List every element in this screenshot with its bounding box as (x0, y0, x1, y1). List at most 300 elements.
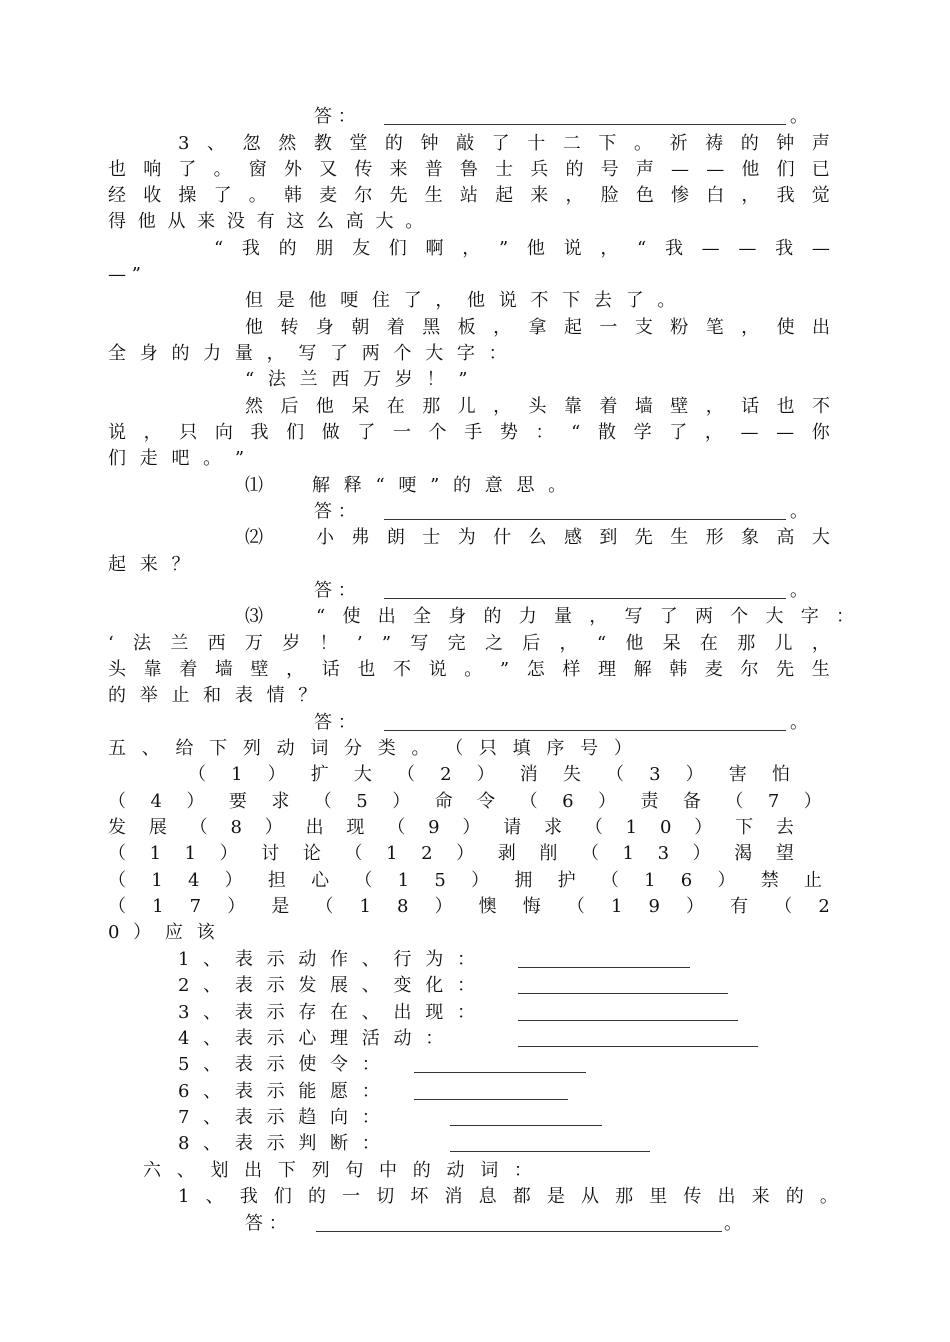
glyph: 忽 (242, 133, 261, 154)
glyph: 朝 (351, 317, 370, 338)
glyph: — (671, 159, 689, 180)
glyph: 。 (464, 659, 483, 680)
answer-label: 答 ： (314, 712, 356, 733)
glyph: ） (686, 896, 705, 917)
glyph: 渴 (734, 843, 753, 864)
glyph: 写 (624, 606, 643, 627)
glyph: 法 (133, 633, 152, 654)
glyph: 字 (800, 606, 819, 627)
glyph: 散 (597, 422, 616, 443)
glyph: 生 (424, 185, 443, 206)
glyph: ， (705, 396, 724, 417)
glyph: ） (471, 870, 490, 891)
glyph: ） (392, 791, 411, 812)
glyph: 他 (315, 396, 334, 417)
glyph: 一 (342, 1186, 361, 1207)
glyph: 大 (353, 764, 372, 785)
glyph: 兵 (530, 159, 549, 180)
glyph: 祈 (669, 133, 688, 154)
glyph: 色 (635, 185, 654, 206)
glyph: 麦 (319, 185, 338, 206)
answer-blank[interactable] (316, 1231, 722, 1232)
glyph: （ (189, 817, 208, 838)
glyph: 着 (179, 659, 198, 680)
glyph: （ (774, 896, 793, 917)
glyph: 十 (527, 133, 546, 154)
glyph: 起 (495, 185, 514, 206)
glyph: （ (397, 764, 415, 785)
glyph: 他 (245, 317, 263, 338)
glyph: ） (219, 843, 238, 864)
glyph: 的 (384, 133, 403, 154)
glyph: 壁 (670, 396, 689, 417)
glyph: 西 (207, 633, 226, 654)
glyph: 传 (683, 1186, 702, 1207)
glyph: 求 (271, 791, 290, 812)
question-text: 解 释 “ 哽 ” 的 意 思 。 (312, 475, 571, 496)
glyph: 朋 (315, 238, 334, 259)
passage-line: 全 身 的 力 量 ， 写 了 两 个 大 字 ： (108, 343, 511, 364)
question-text (316, 604, 854, 630)
glyph: “ (637, 238, 647, 259)
glyph: 不 (393, 659, 411, 680)
category-label: 5 、 表 示 使 令 ： (178, 1054, 384, 1075)
glyph: 弗 (351, 527, 370, 548)
glyph: 坏 (410, 1186, 429, 1207)
glyph: 1 (386, 843, 398, 864)
glyph: 都 (512, 1186, 531, 1207)
glyph: 切 (376, 1186, 395, 1207)
glyph: 怕 (771, 764, 790, 785)
glyph: 1 (149, 843, 162, 864)
glyph: 4 (187, 870, 200, 891)
glyph: 为 (457, 527, 476, 548)
glyph: 护 (557, 870, 576, 891)
glyph: 1 (359, 896, 371, 917)
glyph: 传 (354, 159, 373, 180)
glyph: 然 (245, 396, 263, 417)
glyph: 5 (356, 791, 368, 812)
glyph: 1 (610, 896, 623, 917)
glyph: 站 (459, 185, 478, 206)
glyph: （ (580, 843, 599, 864)
glyph: 9 (648, 896, 660, 917)
category-label: 3 、 表 示 存 在 、 出 现 ： (178, 1002, 479, 1023)
passage-line: 们 走 吧 。 ” (108, 448, 249, 469)
glyph: 那 (737, 633, 756, 654)
glyph: 身 (448, 606, 467, 627)
passage-line (108, 420, 830, 446)
glyph: 呆 (351, 396, 370, 417)
glyph: 韩 (669, 659, 688, 680)
glyph: ， (741, 317, 760, 338)
glyph: 之 (484, 633, 503, 654)
glyph: ‘ (108, 633, 114, 654)
glyph: 们 (273, 1186, 292, 1207)
period: 。 (790, 501, 808, 522)
answer-blank[interactable] (384, 598, 786, 599)
glyph: 儿 (774, 633, 793, 654)
glyph: 写 (410, 633, 429, 654)
glyph: 样 (562, 659, 581, 680)
glyph: 说 (563, 238, 582, 259)
question-text (108, 657, 830, 683)
glyph: 1 (184, 843, 197, 864)
glyph: 、 (205, 1186, 224, 1207)
glyph: 感 (563, 527, 582, 548)
glyph: 们 (388, 238, 407, 259)
glyph: 怎 (526, 659, 545, 680)
glyph: 儿 (457, 396, 476, 417)
glyph: 使 (776, 317, 795, 338)
glyph: ） (456, 843, 475, 864)
glyph: 普 (424, 159, 443, 180)
glyph: 先 (634, 527, 653, 548)
glyph: ， (811, 633, 830, 654)
glyph: 0 (659, 817, 672, 838)
passage-line: “ 法 兰 西 万 岁 ！ ” (245, 369, 472, 390)
glyph: 话 (741, 396, 760, 417)
question-text: 起 来 ？ (108, 554, 194, 575)
glyph: 头 (528, 396, 547, 417)
glyph: （ (354, 870, 373, 891)
glyph: 们 (286, 422, 305, 443)
glyph: — (738, 238, 757, 259)
glyph: 岁 (282, 633, 301, 654)
glyph: 我 (664, 238, 683, 259)
glyph: 么 (528, 527, 547, 548)
glyph: 消 (519, 764, 538, 785)
glyph: 里 (649, 1186, 668, 1207)
glyph: ” (499, 659, 510, 680)
glyph: ， (704, 422, 723, 443)
glyph: 削 (539, 843, 558, 864)
glyph: 后 (280, 396, 299, 417)
glyph: 。 (213, 159, 232, 180)
glyph: 靠 (563, 396, 582, 417)
glyph: （ (387, 817, 406, 838)
category-label: 4 、 表 示 心 理 活 动 ： (178, 1028, 448, 1049)
glyph: 象 (741, 527, 760, 548)
glyph: 下 (598, 133, 617, 154)
glyph: 出 (377, 606, 396, 627)
passage-line: — ” (108, 264, 141, 285)
glyph: 、 (207, 133, 226, 154)
passage-line (245, 394, 830, 420)
glyph: 黑 (422, 317, 441, 338)
glyph: ， (493, 317, 512, 338)
glyph: 的 (278, 238, 297, 259)
glyph: 敲 (456, 133, 475, 154)
glyph: 出 (305, 817, 324, 838)
glyph: （ (315, 896, 334, 917)
glyph: ， (462, 238, 481, 259)
glyph: 消 (444, 1186, 463, 1207)
glyph: （ (108, 791, 126, 812)
glyph: 学 (633, 422, 652, 443)
glyph: 话 (321, 659, 340, 680)
glyph: 他 (741, 159, 760, 180)
glyph: 号 (600, 159, 619, 180)
glyph: 韩 (283, 185, 302, 206)
glyph: 的 (785, 1186, 804, 1207)
glyph: 笔 (705, 317, 724, 338)
question-text (108, 631, 830, 657)
glyph: 他 (526, 238, 545, 259)
glyph: 6 (680, 870, 693, 891)
glyph: — (776, 422, 795, 443)
glyph: 来 (530, 185, 549, 206)
glyph: ） (803, 791, 822, 812)
glyph: 墙 (634, 396, 653, 417)
glyph: 1 (231, 764, 243, 785)
glyph: 是 (271, 896, 290, 917)
category-label: 7 、 表 示 趋 向 ： (178, 1107, 384, 1128)
glyph: 朗 (386, 527, 405, 548)
glyph: 身 (315, 317, 334, 338)
glyph: 1 (178, 1186, 190, 1207)
category-label: 1 、 表 示 动 作 、 行 为 ： (178, 949, 479, 970)
glyph: ） (434, 896, 453, 917)
glyph: 形 (705, 527, 724, 548)
category-blank[interactable] (450, 1125, 602, 1126)
glyph: 大 (811, 527, 830, 548)
glyph: 7 (767, 791, 780, 812)
glyph: 6 (562, 791, 574, 812)
glyph: 做 (321, 422, 340, 443)
glyph: 2 (440, 764, 452, 785)
glyph: 又 (319, 159, 338, 180)
glyph: 白 (706, 185, 725, 206)
section-title: 五 、 给 下 列 动 词 分 类 。 （ 只 填 序 号 ） (108, 738, 637, 759)
glyph: 了 (213, 185, 232, 206)
category-blank[interactable] (414, 1099, 568, 1100)
glyph: 来 (751, 1186, 770, 1207)
glyph: 尔 (354, 185, 373, 206)
glyph: 手 (464, 422, 483, 443)
glyph: 二 (562, 133, 581, 154)
glyph: 力 (518, 606, 537, 627)
passage-line (245, 315, 830, 341)
glyph: 先 (389, 185, 408, 206)
answer-blank[interactable] (384, 519, 786, 520)
category-blank[interactable] (518, 967, 690, 968)
glyph: 麦 (704, 659, 723, 680)
glyph: 向 (214, 422, 233, 443)
period: 。 (724, 1213, 742, 1234)
glyph: 完 (447, 633, 466, 654)
glyph: 我 (775, 238, 794, 259)
glyph: 。 (248, 185, 267, 206)
glyph: 然 (278, 133, 297, 154)
glyph: 8 (397, 896, 409, 917)
glyph: 1 (625, 817, 638, 838)
glyph: 尔 (740, 659, 759, 680)
glyph: — (706, 159, 725, 180)
glyph: （ (108, 843, 126, 864)
verb-row (188, 762, 790, 788)
period: 。 (790, 106, 808, 127)
glyph: 失 (562, 764, 581, 785)
glyph: 全 (412, 606, 431, 627)
glyph: 外 (283, 159, 302, 180)
glyph: 量 (553, 606, 572, 627)
glyph: 我 (239, 1186, 258, 1207)
glyph: 7 (189, 896, 202, 917)
glyph: 你 (811, 422, 830, 443)
passage-line (108, 183, 830, 209)
glyph: 声 (811, 133, 830, 154)
glyph: 来 (389, 159, 408, 180)
glyph: 惨 (671, 185, 689, 206)
glyph: 4 (150, 791, 162, 812)
glyph: 呆 (662, 633, 681, 654)
glyph: 支 (634, 317, 653, 338)
glyph: 出 (717, 1186, 736, 1207)
glyph: 兰 (170, 633, 189, 654)
glyph: 了 (659, 606, 678, 627)
glyph: 令 (477, 791, 496, 812)
glyph: ， (741, 185, 760, 206)
glyph: 我 (776, 185, 795, 206)
glyph: 使 (342, 606, 361, 627)
glyph: 现 (346, 817, 365, 838)
question-text: 的 举 止 和 表 情 ？ (108, 685, 321, 706)
glyph: 在 (386, 396, 405, 417)
glyph: 发 (108, 817, 126, 838)
glyph: ！ (319, 633, 338, 654)
answer-blank[interactable] (384, 730, 786, 731)
glyph: 到 (599, 527, 618, 548)
glyph: 5 (434, 870, 446, 891)
verb-row (108, 894, 830, 920)
glyph: 友 (352, 238, 371, 259)
glyph: 觉 (811, 185, 830, 206)
glyph: 起 (563, 317, 582, 338)
glyph: 小 (316, 527, 334, 548)
section-title: 六 、 划 出 下 列 句 中 的 动 词 ： (143, 1160, 537, 1181)
glyph: 生 (811, 659, 830, 680)
glyph: — (811, 238, 830, 259)
glyph: 板 (457, 317, 476, 338)
glyph: 脸 (600, 185, 619, 206)
glyph: 说 (108, 422, 126, 443)
glyph: ， (589, 606, 608, 627)
glyph: 了 (669, 422, 688, 443)
glyph: ） (717, 870, 736, 891)
glyph: 个 (428, 422, 447, 443)
glyph: 1 (397, 870, 410, 891)
glyph: 头 (108, 659, 126, 680)
glyph: 鲁 (459, 159, 478, 180)
glyph: 悔 (522, 896, 541, 917)
glyph: 的 (307, 1186, 326, 1207)
verb-row (108, 841, 794, 867)
glyph: ） (227, 896, 246, 917)
glyph: 求 (544, 817, 563, 838)
glyph: 扩 (310, 764, 329, 785)
answer-blank[interactable] (384, 124, 786, 125)
glyph: 他 (625, 633, 644, 654)
glyph: 也 (776, 396, 795, 417)
glyph: — (701, 238, 720, 259)
glyph: 大 (765, 606, 784, 627)
glyph: 害 (728, 764, 747, 785)
glyph: 2 (818, 896, 830, 917)
glyph: ， (493, 396, 512, 417)
glyph: ， (565, 185, 584, 206)
glyph: 有 (730, 896, 749, 917)
glyph: 也 (108, 159, 126, 180)
glyph: 操 (178, 185, 197, 206)
glyph: ） (476, 764, 495, 785)
period: 。 (790, 712, 808, 733)
glyph: 止 (803, 870, 822, 891)
glyph: 出 (812, 317, 830, 338)
answer-label: 答 ： (314, 580, 356, 601)
glyph: 责 (640, 791, 659, 812)
glyph: 我 (250, 422, 269, 443)
glyph: 。 (633, 133, 652, 154)
glyph: 一 (393, 422, 411, 443)
glyph: 解 (633, 659, 652, 680)
glyph: （ (725, 791, 744, 812)
verb-row (108, 789, 822, 815)
glyph: 万 (244, 633, 263, 654)
category-blank[interactable] (518, 993, 728, 994)
glyph: 拿 (528, 317, 547, 338)
category-label: 6 、 表 示 能 愿 ： (178, 1081, 384, 1102)
glyph: （ (108, 870, 126, 891)
glyph: 们 (776, 159, 795, 180)
glyph: 啊 (425, 238, 444, 259)
glyph: ， (600, 238, 619, 259)
glyph: 高 (776, 527, 795, 548)
category-blank[interactable] (518, 1020, 738, 1021)
glyph: 也 (357, 659, 376, 680)
glyph: 息 (478, 1186, 497, 1207)
glyph: 我 (241, 238, 260, 259)
glyph: 备 (682, 791, 701, 812)
category-blank[interactable] (414, 1072, 586, 1073)
glyph: ） (264, 817, 283, 838)
glyph: 那 (422, 396, 441, 417)
glyph: 从 (580, 1186, 599, 1207)
glyph: 请 (503, 817, 522, 838)
glyph: （ (584, 817, 603, 838)
glyph: 先 (776, 659, 795, 680)
glyph: 担 (267, 870, 286, 891)
glyph: 那 (615, 1186, 634, 1207)
category-blank[interactable] (450, 1151, 650, 1152)
glyph: ） (694, 817, 713, 838)
glyph: 去 (775, 817, 794, 838)
glyph: 3 (657, 843, 670, 864)
category-blank[interactable] (518, 1046, 758, 1047)
glyph: 2 (421, 843, 433, 864)
glyph: 3 (649, 764, 661, 785)
glyph: ） (692, 843, 711, 864)
glyph: ， (559, 633, 578, 654)
passage-line (214, 236, 830, 262)
glyph: 钟 (420, 133, 439, 154)
passage-line: 得 他 从 来 没 有 这 么 高 大 。 (108, 211, 427, 232)
glyph: 着 (386, 317, 405, 338)
glyph: — (740, 422, 759, 443)
glyph: “ (571, 422, 581, 443)
glyph: 在 (699, 633, 718, 654)
verb-row: 0 ） 应 该 (108, 922, 219, 943)
